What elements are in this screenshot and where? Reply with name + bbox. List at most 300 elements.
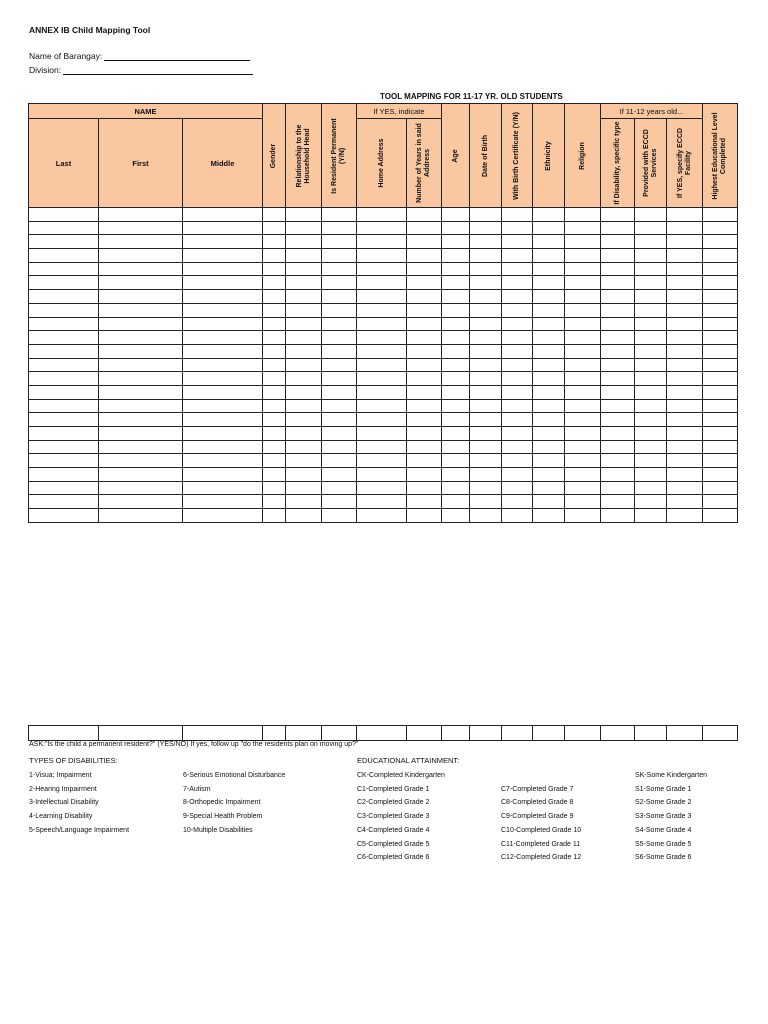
table-cell[interactable] bbox=[29, 249, 99, 263]
table-cell[interactable] bbox=[533, 290, 565, 304]
table-cell[interactable] bbox=[263, 399, 286, 413]
table-cell[interactable] bbox=[703, 427, 738, 441]
table-cell[interactable] bbox=[407, 440, 442, 454]
table-cell[interactable] bbox=[502, 481, 533, 495]
table-cell[interactable] bbox=[703, 726, 738, 741]
table-cell[interactable] bbox=[29, 495, 99, 509]
table-cell[interactable] bbox=[667, 454, 703, 468]
table-cell[interactable] bbox=[635, 249, 667, 263]
table-cell[interactable] bbox=[263, 481, 286, 495]
table-cell[interactable] bbox=[470, 372, 502, 386]
table-cell[interactable] bbox=[470, 331, 502, 345]
table-cell[interactable] bbox=[502, 290, 533, 304]
table-cell[interactable] bbox=[407, 235, 442, 249]
table-cell[interactable] bbox=[322, 208, 357, 222]
table-cell[interactable] bbox=[533, 303, 565, 317]
table-cell[interactable] bbox=[601, 372, 635, 386]
table-cell[interactable] bbox=[322, 249, 357, 263]
division-input-line[interactable] bbox=[63, 65, 253, 75]
table-cell[interactable] bbox=[601, 276, 635, 290]
table-cell[interactable] bbox=[635, 331, 667, 345]
table-cell[interactable] bbox=[442, 481, 470, 495]
table-cell[interactable] bbox=[357, 344, 407, 358]
table-cell[interactable] bbox=[29, 303, 99, 317]
table-cell[interactable] bbox=[667, 249, 703, 263]
table-cell[interactable] bbox=[263, 317, 286, 331]
table-cell[interactable] bbox=[322, 235, 357, 249]
table-cell[interactable] bbox=[601, 344, 635, 358]
table-cell[interactable] bbox=[407, 262, 442, 276]
table-cell[interactable] bbox=[357, 468, 407, 482]
table-cell[interactable] bbox=[533, 427, 565, 441]
table-cell[interactable] bbox=[502, 372, 533, 386]
table-cell[interactable] bbox=[99, 208, 183, 222]
table-cell[interactable] bbox=[667, 509, 703, 523]
table-cell[interactable] bbox=[565, 399, 601, 413]
table-cell[interactable] bbox=[703, 303, 738, 317]
table-cell[interactable] bbox=[286, 235, 322, 249]
table-cell[interactable] bbox=[357, 358, 407, 372]
table-cell[interactable] bbox=[667, 290, 703, 304]
table-cell[interactable] bbox=[667, 221, 703, 235]
table-cell[interactable] bbox=[635, 468, 667, 482]
table-cell[interactable] bbox=[29, 276, 99, 290]
table-cell[interactable] bbox=[322, 331, 357, 345]
table-cell[interactable] bbox=[635, 290, 667, 304]
table-cell[interactable] bbox=[286, 303, 322, 317]
table-cell[interactable] bbox=[183, 440, 263, 454]
table-cell[interactable] bbox=[286, 290, 322, 304]
table-cell[interactable] bbox=[99, 317, 183, 331]
table-cell[interactable] bbox=[29, 427, 99, 441]
table-cell[interactable] bbox=[407, 290, 442, 304]
table-cell[interactable] bbox=[263, 413, 286, 427]
table-cell[interactable] bbox=[470, 726, 502, 741]
table-cell[interactable] bbox=[502, 235, 533, 249]
table-cell[interactable] bbox=[442, 290, 470, 304]
table-cell[interactable] bbox=[601, 235, 635, 249]
table-cell[interactable] bbox=[263, 262, 286, 276]
table-cell[interactable] bbox=[183, 427, 263, 441]
table-cell[interactable] bbox=[286, 454, 322, 468]
table-cell[interactable] bbox=[29, 331, 99, 345]
table-cell[interactable] bbox=[357, 481, 407, 495]
table-cell[interactable] bbox=[99, 358, 183, 372]
table-cell[interactable] bbox=[703, 331, 738, 345]
table-cell[interactable] bbox=[565, 468, 601, 482]
table-cell[interactable] bbox=[470, 262, 502, 276]
table-cell[interactable] bbox=[703, 468, 738, 482]
table-cell[interactable] bbox=[502, 276, 533, 290]
table-cell[interactable] bbox=[565, 454, 601, 468]
table-cell[interactable] bbox=[565, 235, 601, 249]
table-cell[interactable] bbox=[635, 399, 667, 413]
table-cell[interactable] bbox=[183, 331, 263, 345]
table-cell[interactable] bbox=[322, 303, 357, 317]
table-cell[interactable] bbox=[263, 276, 286, 290]
table-cell[interactable] bbox=[183, 249, 263, 263]
table-cell[interactable] bbox=[635, 262, 667, 276]
table-cell[interactable] bbox=[99, 481, 183, 495]
table-cell[interactable] bbox=[442, 344, 470, 358]
table-cell[interactable] bbox=[183, 399, 263, 413]
table-cell[interactable] bbox=[322, 413, 357, 427]
table-cell[interactable] bbox=[407, 331, 442, 345]
table-cell[interactable] bbox=[470, 221, 502, 235]
table-cell[interactable] bbox=[703, 235, 738, 249]
table-cell[interactable] bbox=[667, 303, 703, 317]
table-cell[interactable] bbox=[29, 221, 99, 235]
table-cell[interactable] bbox=[667, 344, 703, 358]
table-cell[interactable] bbox=[601, 262, 635, 276]
table-cell[interactable] bbox=[502, 262, 533, 276]
table-cell[interactable] bbox=[565, 208, 601, 222]
table-cell[interactable] bbox=[29, 358, 99, 372]
table-cell[interactable] bbox=[99, 262, 183, 276]
table-cell[interactable] bbox=[703, 399, 738, 413]
table-cell[interactable] bbox=[601, 481, 635, 495]
table-cell[interactable] bbox=[183, 372, 263, 386]
table-cell[interactable] bbox=[533, 276, 565, 290]
table-cell[interactable] bbox=[635, 495, 667, 509]
table-cell[interactable] bbox=[407, 249, 442, 263]
table-cell[interactable] bbox=[502, 399, 533, 413]
table-cell[interactable] bbox=[263, 454, 286, 468]
table-cell[interactable] bbox=[357, 235, 407, 249]
table-cell[interactable] bbox=[601, 440, 635, 454]
table-cell[interactable] bbox=[470, 468, 502, 482]
table-cell[interactable] bbox=[442, 440, 470, 454]
table-cell[interactable] bbox=[99, 221, 183, 235]
table-cell[interactable] bbox=[470, 317, 502, 331]
table-cell[interactable] bbox=[407, 221, 442, 235]
table-cell[interactable] bbox=[442, 276, 470, 290]
table-cell[interactable] bbox=[29, 385, 99, 399]
table-cell[interactable] bbox=[183, 509, 263, 523]
table-cell[interactable] bbox=[286, 344, 322, 358]
table-cell[interactable] bbox=[286, 399, 322, 413]
table-cell[interactable] bbox=[357, 372, 407, 386]
table-cell[interactable] bbox=[502, 509, 533, 523]
table-cell[interactable] bbox=[533, 399, 565, 413]
table-cell[interactable] bbox=[29, 454, 99, 468]
table-cell[interactable] bbox=[407, 468, 442, 482]
table-cell[interactable] bbox=[407, 358, 442, 372]
table-cell[interactable] bbox=[407, 495, 442, 509]
table-cell[interactable] bbox=[667, 495, 703, 509]
table-cell[interactable] bbox=[263, 235, 286, 249]
table-cell[interactable] bbox=[703, 249, 738, 263]
table-cell[interactable] bbox=[502, 468, 533, 482]
table-cell[interactable] bbox=[502, 413, 533, 427]
table-cell[interactable] bbox=[286, 440, 322, 454]
table-cell[interactable] bbox=[322, 440, 357, 454]
table-cell[interactable] bbox=[703, 262, 738, 276]
table-cell[interactable] bbox=[99, 331, 183, 345]
table-cell[interactable] bbox=[357, 495, 407, 509]
table-cell[interactable] bbox=[667, 276, 703, 290]
table-cell[interactable] bbox=[407, 427, 442, 441]
table-cell[interactable] bbox=[470, 399, 502, 413]
table-cell[interactable] bbox=[442, 249, 470, 263]
table-cell[interactable] bbox=[635, 358, 667, 372]
table-cell[interactable] bbox=[442, 317, 470, 331]
table-cell[interactable] bbox=[565, 509, 601, 523]
table-cell[interactable] bbox=[703, 317, 738, 331]
table-cell[interactable] bbox=[263, 495, 286, 509]
table-cell[interactable] bbox=[407, 481, 442, 495]
table-cell[interactable] bbox=[407, 509, 442, 523]
table-cell[interactable] bbox=[601, 495, 635, 509]
table-cell[interactable] bbox=[565, 385, 601, 399]
table-cell[interactable] bbox=[286, 372, 322, 386]
table-cell[interactable] bbox=[703, 276, 738, 290]
table-cell[interactable] bbox=[407, 726, 442, 741]
table-cell[interactable] bbox=[635, 413, 667, 427]
table-cell[interactable] bbox=[667, 235, 703, 249]
table-cell[interactable] bbox=[183, 290, 263, 304]
table-cell[interactable] bbox=[635, 481, 667, 495]
table-cell[interactable] bbox=[183, 344, 263, 358]
table-cell[interactable] bbox=[470, 385, 502, 399]
table-cell[interactable] bbox=[29, 413, 99, 427]
table-cell[interactable] bbox=[442, 427, 470, 441]
table-cell[interactable] bbox=[263, 726, 286, 741]
table-cell[interactable] bbox=[703, 440, 738, 454]
table-cell[interactable] bbox=[667, 317, 703, 331]
table-cell[interactable] bbox=[533, 331, 565, 345]
table-cell[interactable] bbox=[407, 303, 442, 317]
table-cell[interactable] bbox=[533, 235, 565, 249]
table-cell[interactable] bbox=[183, 495, 263, 509]
table-cell[interactable] bbox=[183, 358, 263, 372]
barangay-input-line[interactable] bbox=[104, 51, 250, 61]
table-cell[interactable] bbox=[565, 276, 601, 290]
table-cell[interactable] bbox=[601, 399, 635, 413]
table-cell[interactable] bbox=[322, 427, 357, 441]
table-cell[interactable] bbox=[407, 385, 442, 399]
table-cell[interactable] bbox=[502, 495, 533, 509]
table-cell[interactable] bbox=[99, 385, 183, 399]
table-cell[interactable] bbox=[703, 208, 738, 222]
table-cell[interactable] bbox=[263, 331, 286, 345]
table-cell[interactable] bbox=[322, 358, 357, 372]
table-cell[interactable] bbox=[29, 262, 99, 276]
table-cell[interactable] bbox=[601, 509, 635, 523]
table-cell[interactable] bbox=[635, 427, 667, 441]
table-cell[interactable] bbox=[635, 317, 667, 331]
table-cell[interactable] bbox=[601, 468, 635, 482]
table-cell[interactable] bbox=[533, 344, 565, 358]
table-cell[interactable] bbox=[442, 235, 470, 249]
table-cell[interactable] bbox=[442, 413, 470, 427]
table-cell[interactable] bbox=[407, 399, 442, 413]
table-cell[interactable] bbox=[99, 509, 183, 523]
table-cell[interactable] bbox=[601, 358, 635, 372]
table-cell[interactable] bbox=[99, 440, 183, 454]
table-cell[interactable] bbox=[286, 249, 322, 263]
table-cell[interactable] bbox=[407, 276, 442, 290]
table-cell[interactable] bbox=[286, 385, 322, 399]
table-cell[interactable] bbox=[470, 427, 502, 441]
table-cell[interactable] bbox=[533, 509, 565, 523]
table-cell[interactable] bbox=[29, 290, 99, 304]
table-cell[interactable] bbox=[470, 276, 502, 290]
table-cell[interactable] bbox=[286, 413, 322, 427]
table-cell[interactable] bbox=[322, 317, 357, 331]
table-cell[interactable] bbox=[99, 276, 183, 290]
table-cell[interactable] bbox=[29, 481, 99, 495]
table-cell[interactable] bbox=[533, 726, 565, 741]
table-cell[interactable] bbox=[263, 344, 286, 358]
table-cell[interactable] bbox=[533, 208, 565, 222]
table-cell[interactable] bbox=[357, 221, 407, 235]
table-cell[interactable] bbox=[667, 372, 703, 386]
table-cell[interactable] bbox=[29, 509, 99, 523]
table-cell[interactable] bbox=[183, 317, 263, 331]
table-cell[interactable] bbox=[442, 221, 470, 235]
table-cell[interactable] bbox=[565, 221, 601, 235]
table-cell[interactable] bbox=[533, 317, 565, 331]
table-cell[interactable] bbox=[99, 495, 183, 509]
table-cell[interactable] bbox=[565, 440, 601, 454]
table-cell[interactable] bbox=[99, 413, 183, 427]
table-cell[interactable] bbox=[442, 303, 470, 317]
table-cell[interactable] bbox=[322, 385, 357, 399]
table-cell[interactable] bbox=[99, 372, 183, 386]
table-cell[interactable] bbox=[565, 317, 601, 331]
table-cell[interactable] bbox=[322, 372, 357, 386]
table-cell[interactable] bbox=[183, 235, 263, 249]
table-cell[interactable] bbox=[565, 290, 601, 304]
table-cell[interactable] bbox=[29, 317, 99, 331]
table-cell[interactable] bbox=[263, 303, 286, 317]
table-cell[interactable] bbox=[99, 249, 183, 263]
table-cell[interactable] bbox=[470, 358, 502, 372]
table-cell[interactable] bbox=[322, 454, 357, 468]
table-cell[interactable] bbox=[99, 454, 183, 468]
table-cell[interactable] bbox=[357, 399, 407, 413]
table-cell[interactable] bbox=[407, 454, 442, 468]
table-cell[interactable] bbox=[29, 468, 99, 482]
table-cell[interactable] bbox=[357, 249, 407, 263]
table-cell[interactable] bbox=[502, 427, 533, 441]
table-cell[interactable] bbox=[29, 399, 99, 413]
table-cell[interactable] bbox=[502, 385, 533, 399]
table-cell[interactable] bbox=[667, 385, 703, 399]
table-cell[interactable] bbox=[322, 262, 357, 276]
table-cell[interactable] bbox=[470, 495, 502, 509]
table-cell[interactable] bbox=[322, 290, 357, 304]
table-cell[interactable] bbox=[601, 413, 635, 427]
table-cell[interactable] bbox=[635, 344, 667, 358]
table-cell[interactable] bbox=[99, 427, 183, 441]
table-cell[interactable] bbox=[533, 454, 565, 468]
table-cell[interactable] bbox=[322, 399, 357, 413]
table-cell[interactable] bbox=[263, 358, 286, 372]
table-cell[interactable] bbox=[533, 262, 565, 276]
table-cell[interactable] bbox=[357, 276, 407, 290]
table-cell[interactable] bbox=[29, 344, 99, 358]
table-cell[interactable] bbox=[407, 372, 442, 386]
table-cell[interactable] bbox=[407, 208, 442, 222]
table-cell[interactable] bbox=[183, 413, 263, 427]
table-cell[interactable] bbox=[533, 358, 565, 372]
table-cell[interactable] bbox=[533, 440, 565, 454]
table-cell[interactable] bbox=[601, 385, 635, 399]
table-cell[interactable] bbox=[635, 372, 667, 386]
table-cell[interactable] bbox=[263, 290, 286, 304]
table-cell[interactable] bbox=[322, 481, 357, 495]
table-cell[interactable] bbox=[502, 317, 533, 331]
table-cell[interactable] bbox=[442, 509, 470, 523]
table-cell[interactable] bbox=[470, 413, 502, 427]
table-cell[interactable] bbox=[407, 413, 442, 427]
table-cell[interactable] bbox=[357, 427, 407, 441]
table-cell[interactable] bbox=[357, 262, 407, 276]
table-cell[interactable] bbox=[565, 331, 601, 345]
table-cell[interactable] bbox=[703, 385, 738, 399]
table-cell[interactable] bbox=[703, 290, 738, 304]
table-cell[interactable] bbox=[667, 208, 703, 222]
table-cell[interactable] bbox=[703, 454, 738, 468]
table-cell[interactable] bbox=[29, 440, 99, 454]
table-cell[interactable] bbox=[470, 249, 502, 263]
table-cell[interactable] bbox=[99, 468, 183, 482]
table-cell[interactable] bbox=[703, 495, 738, 509]
table-cell[interactable] bbox=[286, 262, 322, 276]
table-cell[interactable] bbox=[502, 303, 533, 317]
table-cell[interactable] bbox=[357, 440, 407, 454]
table-cell[interactable] bbox=[703, 358, 738, 372]
table-cell[interactable] bbox=[667, 726, 703, 741]
table-cell[interactable] bbox=[565, 427, 601, 441]
table-cell[interactable] bbox=[703, 509, 738, 523]
table-cell[interactable] bbox=[183, 303, 263, 317]
table-cell[interactable] bbox=[565, 344, 601, 358]
table-cell[interactable] bbox=[322, 509, 357, 523]
table-cell[interactable] bbox=[357, 454, 407, 468]
table-cell[interactable] bbox=[99, 290, 183, 304]
table-cell[interactable] bbox=[533, 221, 565, 235]
table-cell[interactable] bbox=[635, 303, 667, 317]
table-cell[interactable] bbox=[442, 726, 470, 741]
table-cell[interactable] bbox=[99, 726, 183, 741]
table-cell[interactable] bbox=[286, 208, 322, 222]
table-cell[interactable] bbox=[29, 726, 99, 741]
table-cell[interactable] bbox=[502, 208, 533, 222]
table-cell[interactable] bbox=[357, 726, 407, 741]
table-cell[interactable] bbox=[601, 427, 635, 441]
table-cell[interactable] bbox=[183, 454, 263, 468]
table-cell[interactable] bbox=[263, 509, 286, 523]
table-cell[interactable] bbox=[263, 221, 286, 235]
table-cell[interactable] bbox=[565, 249, 601, 263]
table-cell[interactable] bbox=[407, 317, 442, 331]
table-cell[interactable] bbox=[502, 726, 533, 741]
table-cell[interactable] bbox=[357, 385, 407, 399]
table-cell[interactable] bbox=[533, 481, 565, 495]
table-cell[interactable] bbox=[667, 468, 703, 482]
table-cell[interactable] bbox=[357, 509, 407, 523]
table-cell[interactable] bbox=[601, 303, 635, 317]
table-cell[interactable] bbox=[99, 235, 183, 249]
table-cell[interactable] bbox=[442, 399, 470, 413]
table-cell[interactable] bbox=[667, 262, 703, 276]
table-cell[interactable] bbox=[667, 358, 703, 372]
table-cell[interactable] bbox=[601, 454, 635, 468]
table-cell[interactable] bbox=[667, 427, 703, 441]
